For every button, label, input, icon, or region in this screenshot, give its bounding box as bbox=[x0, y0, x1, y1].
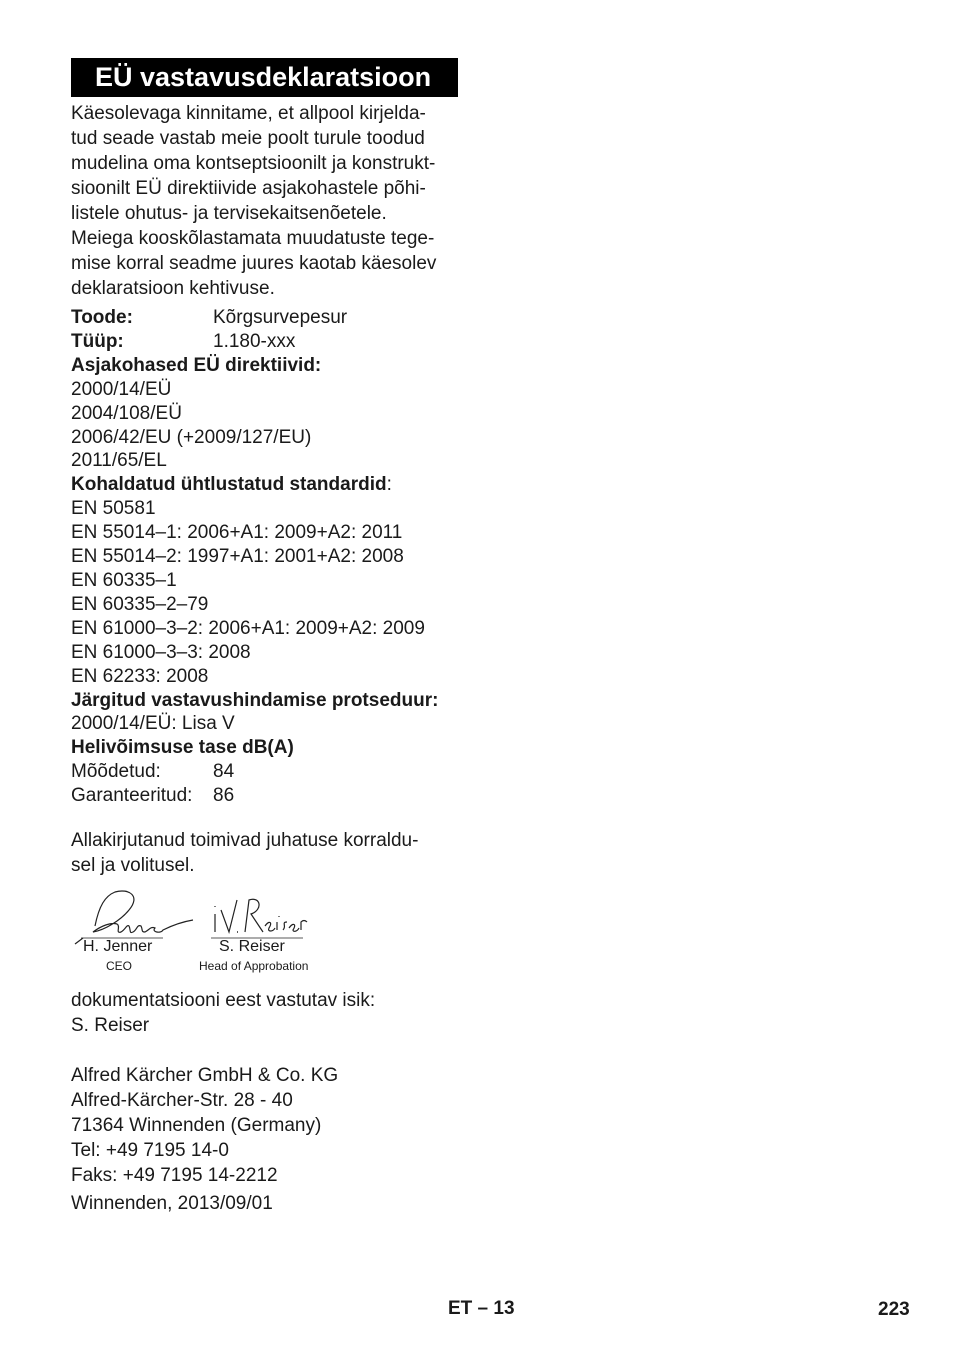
authorization-text bbox=[71, 828, 466, 878]
sound-guaranteed-label: Garanteeritud: bbox=[71, 785, 193, 807]
intro-line: deklaratsioon kehtivuse. bbox=[71, 278, 275, 299]
responsible-label: dokumentatsiooni eest vastutav isik: bbox=[71, 990, 376, 1011]
type-label: Tüüp: bbox=[71, 330, 124, 352]
type-value: 1.180-xxx bbox=[213, 330, 296, 352]
responsible-person bbox=[71, 988, 466, 1038]
standard-item: EN 50581 bbox=[71, 498, 156, 520]
procedure-heading: Järgitud vastavushindamise protseduur: bbox=[71, 689, 439, 711]
directive-item: 2004/108/EÜ bbox=[71, 402, 182, 424]
intro-line: tud seade vastab meie poolt turule toodud bbox=[71, 128, 425, 149]
standard-item: EN 61000–3–2: 2006+A1: 2009+A2: 2009 bbox=[71, 617, 425, 639]
type-row bbox=[71, 330, 491, 354]
signature-name: H. Jenner bbox=[83, 938, 153, 955]
standards-colon: : bbox=[386, 474, 392, 496]
responsible-name: S. Reiser bbox=[71, 1015, 150, 1036]
signature-role: Head of Approbation bbox=[199, 959, 309, 973]
standard-item: EN 55014–2: 1997+A1: 2001+A2: 2008 bbox=[71, 546, 404, 568]
standards-heading: Kohaldatud ühtlustatud standardid bbox=[71, 474, 387, 496]
standards-heading-row bbox=[71, 473, 491, 497]
company-address bbox=[71, 1063, 466, 1188]
product-label: Toode: bbox=[71, 307, 133, 328]
page-title: EÜ vastavusdeklaratsioon bbox=[71, 58, 458, 97]
sound-measured-value: 84 bbox=[213, 761, 235, 783]
directive-item: 2011/65/EL bbox=[71, 450, 167, 472]
intro-line: mise korral seadme juures kaotab käesolev bbox=[71, 253, 437, 274]
address-line: 71364 Winnenden (Germany) bbox=[71, 1115, 322, 1136]
sound-heading: Helivõimsuse tase dB(A) bbox=[71, 737, 294, 759]
authorization-line: sel ja volitusel. bbox=[71, 855, 195, 876]
standard-item: EN 61000–3–3: 2008 bbox=[71, 641, 251, 663]
date-line: Winnenden, 2013/09/01 bbox=[71, 1193, 273, 1214]
product-row bbox=[71, 306, 491, 330]
signature-jenner bbox=[71, 886, 181, 976]
intro-paragraph bbox=[71, 101, 466, 301]
sound-measured-label: Mõõdetud: bbox=[71, 761, 161, 783]
specifications bbox=[71, 306, 491, 808]
intro-line: listele ohutus- ja tervisekaitsenõetele. bbox=[71, 203, 387, 224]
standard-item: EN 60335–2–79 bbox=[71, 593, 209, 615]
directives-heading: Asjakohased EÜ direktiivid: bbox=[71, 354, 322, 376]
directive-item: 2000/14/EÜ bbox=[71, 378, 172, 400]
address-line: Alfred-Kärcher-Str. 28 - 40 bbox=[71, 1090, 293, 1111]
footer-section: ET – 13 bbox=[448, 1298, 515, 1319]
signature-reiser bbox=[199, 886, 359, 976]
sound-guaranteed-value: 86 bbox=[213, 785, 235, 807]
authorization-line: Allakirjutanud toimivad juhatuse korraldu- bbox=[71, 830, 419, 851]
signature-role: CEO bbox=[106, 959, 133, 973]
page-number: 223 bbox=[878, 1299, 910, 1320]
standard-item: EN 60335–1 bbox=[71, 569, 177, 591]
procedure-value: 2000/14/EÜ: Lisa V bbox=[71, 713, 235, 735]
address-line: Tel: +49 7195 14-0 bbox=[71, 1140, 229, 1161]
sound-guaranteed-row bbox=[71, 784, 491, 808]
directive-item: 2006/42/EU (+2009/127/EU) bbox=[71, 426, 312, 448]
standard-item: EN 62233: 2008 bbox=[71, 665, 209, 687]
product-value: Kõrgsurvepesur bbox=[213, 307, 348, 328]
address-line: Faks: +49 7195 14-2212 bbox=[71, 1165, 278, 1186]
intro-line: Käesolevaga kinnitame, et allpool kirjelda- bbox=[71, 103, 426, 124]
standard-item: EN 55014–1: 2006+A1: 2009+A2: 2011 bbox=[71, 522, 403, 544]
intro-line: Meiega kooskõlastamata muudatuste tege- bbox=[71, 228, 435, 249]
signature-name: S. Reiser bbox=[219, 938, 285, 955]
sound-measured-row bbox=[71, 760, 491, 784]
intro-line: mudelina oma kontseptsioonilt ja konstrukt- bbox=[71, 153, 436, 174]
address-line: Alfred Kärcher GmbH & Co. KG bbox=[71, 1065, 339, 1086]
intro-line: sioonilt EÜ direktiivide asjakohastele põhi- bbox=[71, 178, 426, 199]
signature-reiser-handwriting bbox=[209, 892, 309, 942]
signature-block bbox=[71, 886, 371, 976]
